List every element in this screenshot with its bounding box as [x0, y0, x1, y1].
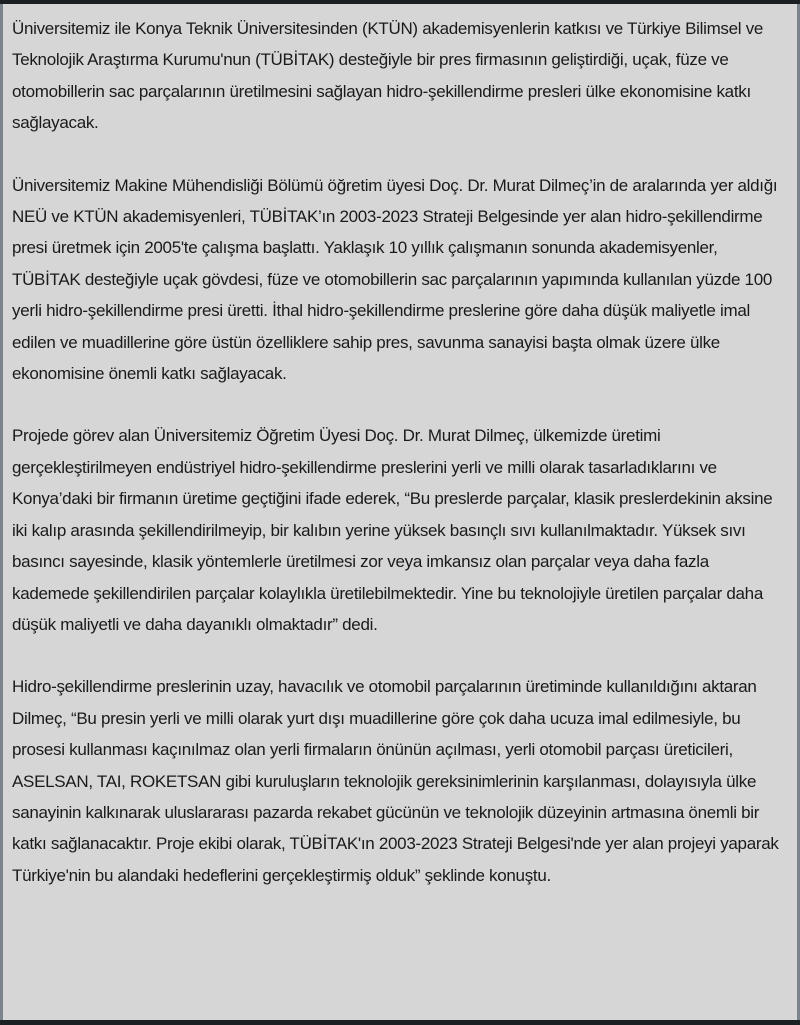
left-edge-line — [0, 0, 3, 1025]
top-border-bar — [0, 0, 800, 4]
bottom-border-bar — [0, 1020, 800, 1025]
article-paragraph: Projede görev alan Üniversitemiz Öğretim Üyesi Doç. Dr. Murat Dilmeç, ülkemizde üretimi gerçekleştirilmeyen endüstriyel hidro-şekillendirme preslerini yerli ve milli olarak tasarladıklarını ve Konya’daki bir firmanın üretime geçtiğini ifade ederek, “Bu preslerde parçalar, klasik preslerdekinin aksine iki kalıp arasında şekillendirilmeyip, bir kalıbın yerine yüksek basınçlı sıvı kullanılmaktadır. Yüksek sıvı basıncı sayesinde, klasik yöntemlerle üretilmesi zor veya imkansız olan parçalar veya daha fazla kademede şekillendirilen parçalar kolaylıkla üretilebilmektedir. Yine bu teknolojiyle üretilen parçalar daha düşük maliyetli ve daha dayanıklı olmaktadır” dedi. — [12, 426, 773, 634]
article-paragraph: Üniversitemiz ile Konya Teknik Üniversitesinden (KTÜN) akademisyenlerin katkısı ve Türkiye Bilimsel ve Teknolojik Araştırma Kurumu'nun (TÜBİTAK) desteğiyle bir pres firmasının geliştirdiği, uçak, füze ve otomobillerin sac parçalarının üretilmesini sağlayan hidro-şekillendirme presleri ülke ekonomisine katkı sağlayacak. — [12, 19, 764, 133]
article-paragraph: Hidro-şekillendirme preslerinin uzay, havacılık ve otomobil parçalarının üretiminde kullanıldığını aktaran Dilmeç, “Bu presin yerli ve milli olarak yurt dışı muadillerine göre çok daha ucuza imal edilmesiyle, bu prosesi kullanması kaçınılmaz olan yerli firmaların önünün açılması, yerli otomobil parçası üreticileri, ASELSAN, TAI, ROKETSAN gibi kuruluşların teknolojik gereksinimlerinin karşılanması, dolayısıyla ülke sanayinin kalkınarak uluslararası pazarda rekabet gücünün ve teknolojik düzeyinin artmasına önemli bir katkı sağlanacaktır. Proje ekibi olarak, TÜBİTAK'ın 2003-2023 Strateji Belgesi'nde yer alan projeyi yaparak Türkiye'nin bu alandaki hedeflerini gerçekleştirmiş olduk” şeklinde konuştu. — [12, 677, 779, 885]
article-paragraph: Üniversitemiz Makine Mühendisliği Bölümü öğretim üyesi Doç. Dr. Murat Dilmeç’in de aralarında yer aldığı NEÜ ve KTÜN akademisyenleri, TÜBİTAK’ın 2003-2023 Strateji Belgesinde yer alan hidro-şekillendirme presi üretmek için 2005'te çalışma başlattı. Yaklaşık 10 yıllık çalışmanın sonunda akademisyenler, TÜBİTAK desteğiyle uçak gövdesi, füze ve otomobillerin sac parçalarının yapımında kullanılan yüzde 100 yerli hidro-şekillendirme presi üretti. İthal hidro-şekillendirme preslerine göre daha düşük maliyetle imal edilen ve muadillerine göre üstün özelliklere sahip pres, savunma sanayisi başta olmak üzere ülke ekonomisine önemli katkı sağlayacak. — [12, 175, 778, 384]
